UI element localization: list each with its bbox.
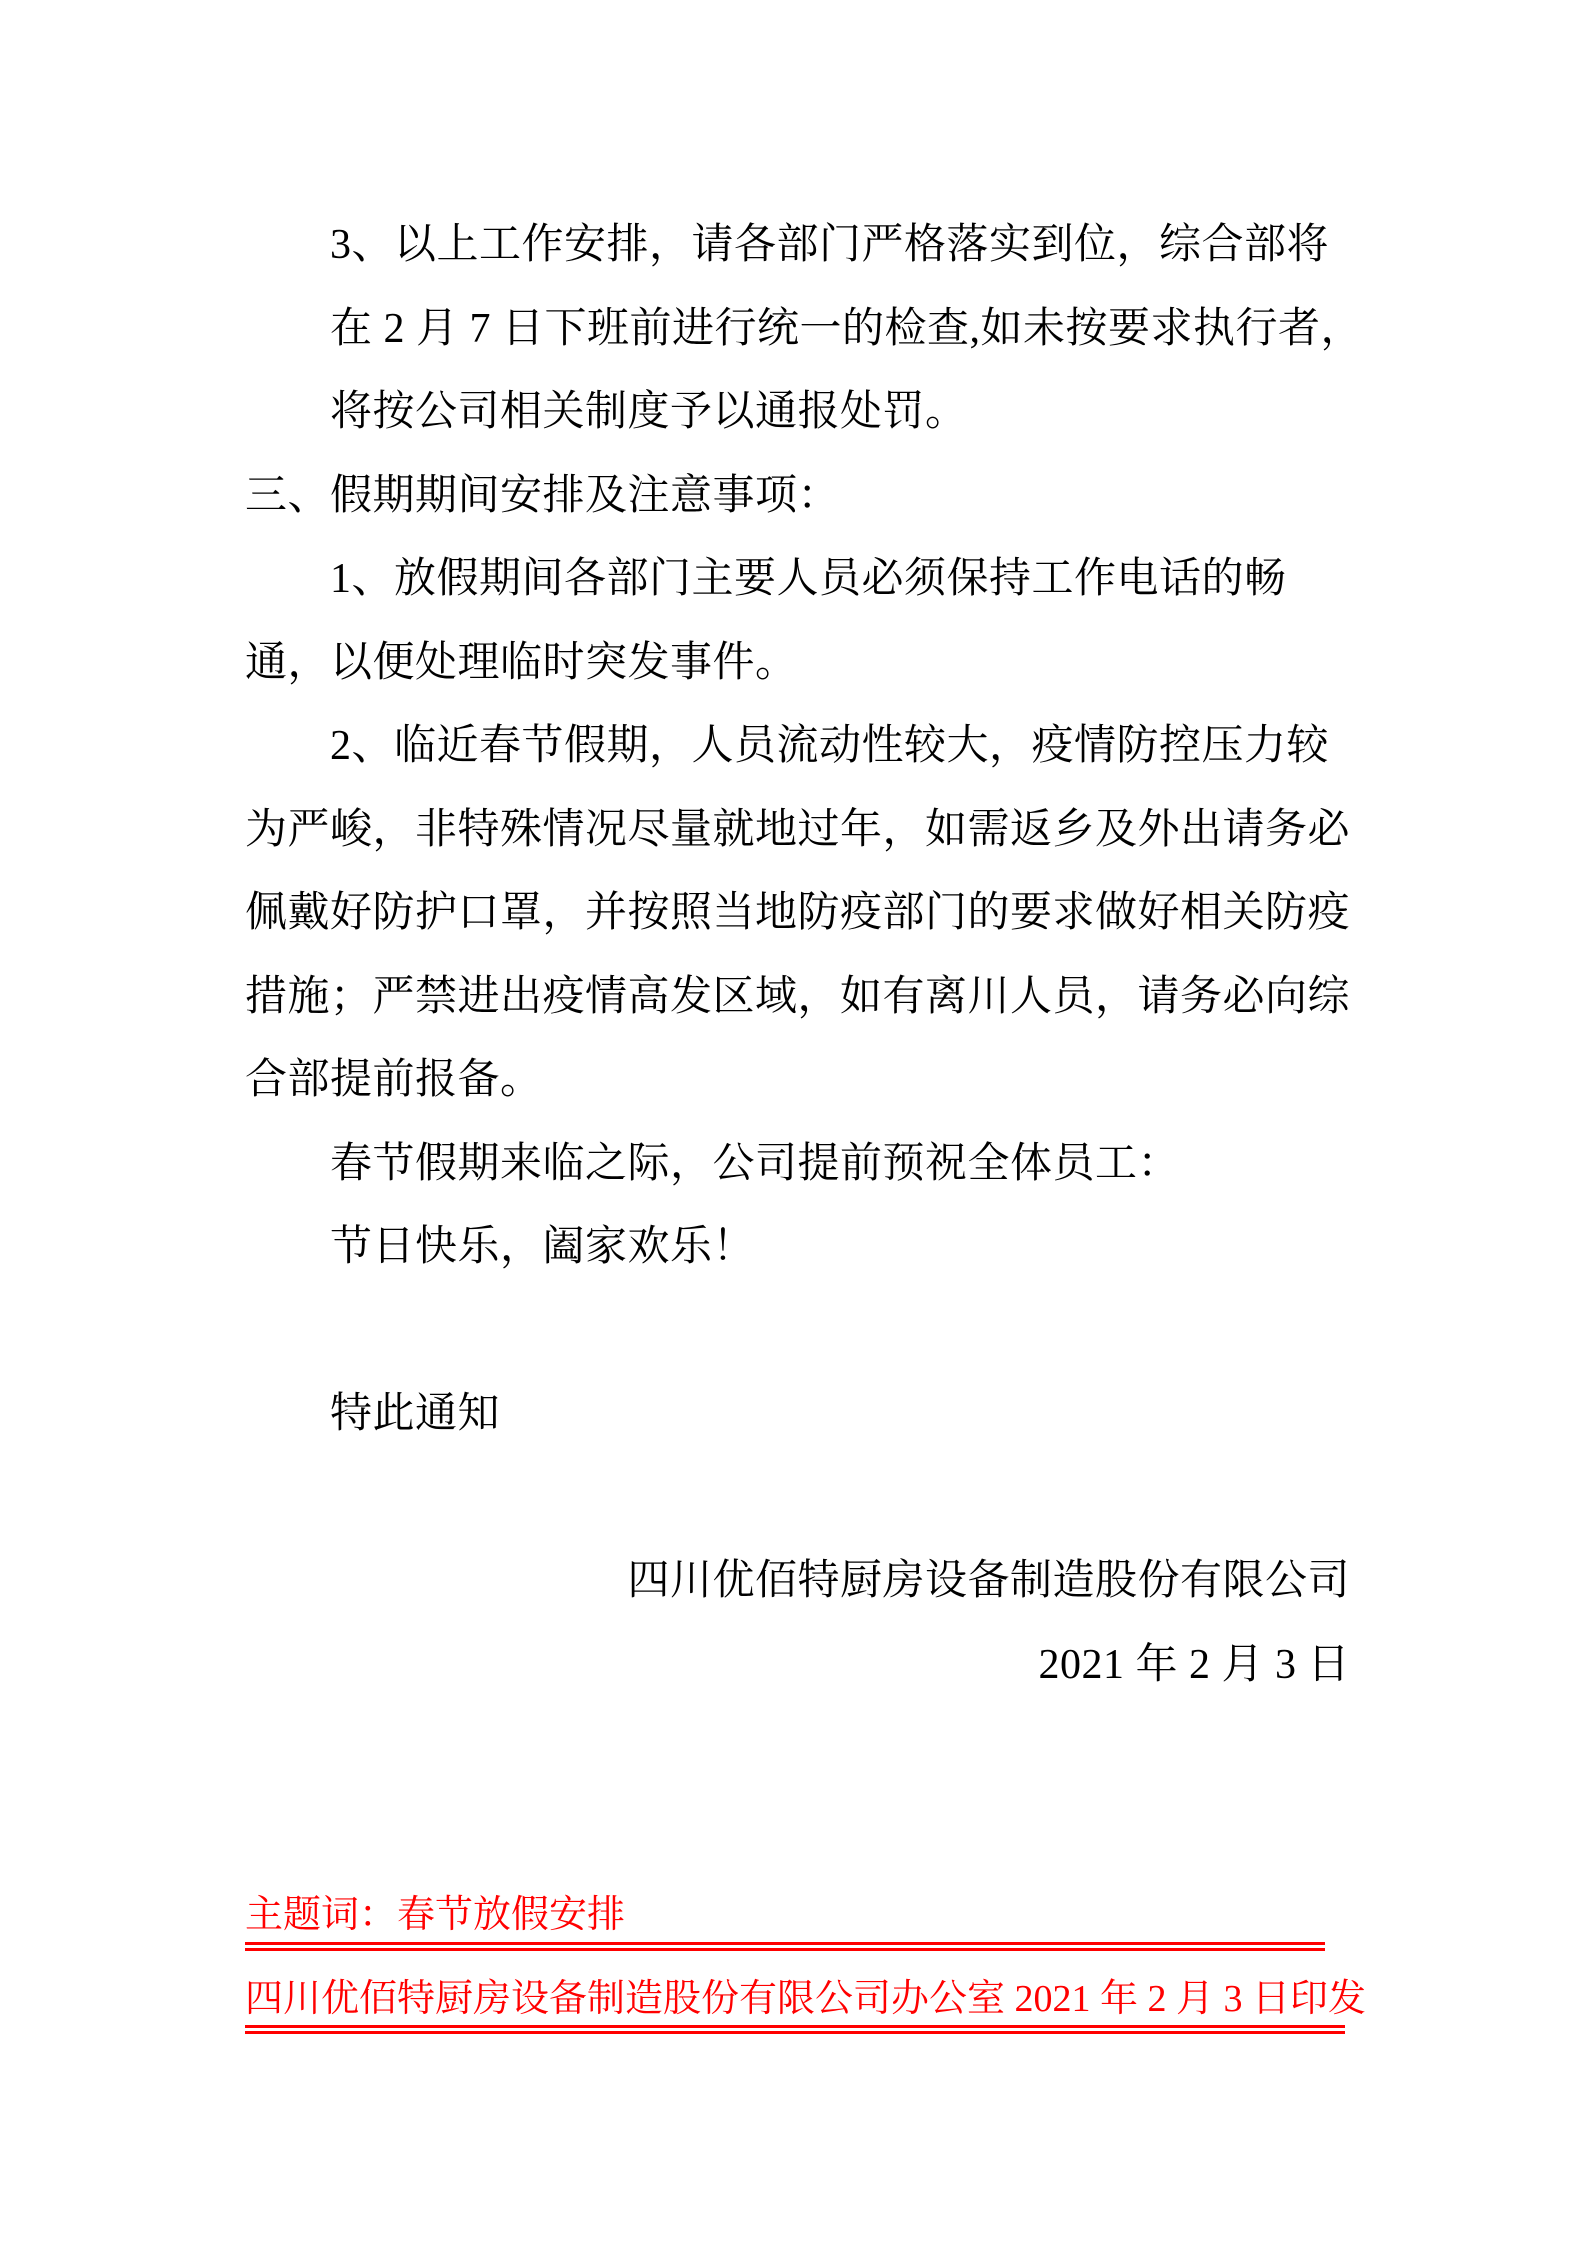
notice-line: 将按公司相关制度予以通报处罚。: [330, 389, 968, 435]
signature-date-line: 2021 年 2 月 3 日: [1038, 1641, 1350, 1688]
notice-line: 佩戴好防护口罩，并按照当地防疫部门的要求做好相关防疫: [245, 890, 1351, 936]
notice-line: 1、放假期间各部门主要人员必须保持工作电话的畅: [330, 556, 1287, 602]
notice-line: 为严峻，非特殊情况尽量就地过年，如需返乡及外出请务必: [245, 806, 1351, 853]
blank-line: [245, 1791, 1350, 1875]
notice-line: 3、以上工作安排，请各部门严格落实到位，综合部将: [330, 222, 1330, 268]
issuance-record-line: 四川优佰特厨房设备制造股份有限公司办公室 2021 年 2 月 3 日印发: [245, 1978, 1345, 2035]
greeting-line: 春节假期来临之际，公司提前预祝全体员工：: [330, 1140, 1181, 1187]
notice-line: 合部提前报备。: [245, 1057, 543, 1103]
notice-line: 在 2 月 7 日下班前进行统一的检查,如未按要求执行者，: [330, 305, 1364, 352]
blank-line: [245, 1457, 1350, 1541]
notice-line: 2、临近春节假期，人员流动性较大，疫情防控压力较: [330, 723, 1330, 769]
notice-line: 措施；严禁进出疫情高发区域，如有离川人员，请务必向综: [245, 973, 1351, 1020]
notice-line: 通，以便处理临时突发事件。: [245, 639, 798, 686]
footer-subject-row: [245, 1874, 1350, 1958]
notice-closing-line: 特此通知: [330, 1391, 501, 1437]
greeting-line: 节日快乐，阖家欢乐！: [330, 1224, 756, 1270]
section-heading-line: 三、假期期间安排及注意事项：: [245, 472, 841, 519]
blank-line: [245, 1290, 1350, 1374]
signature-company-line: 四川优佰特厨房设备制造股份有限公司: [627, 1558, 1350, 1604]
footer-issuance-row: [245, 1958, 1367, 2042]
subject-keywords-line: 主题词：春节放假安排: [245, 1894, 1325, 1951]
notice-body: [245, 204, 1367, 2041]
blank-line: [245, 1707, 1350, 1791]
